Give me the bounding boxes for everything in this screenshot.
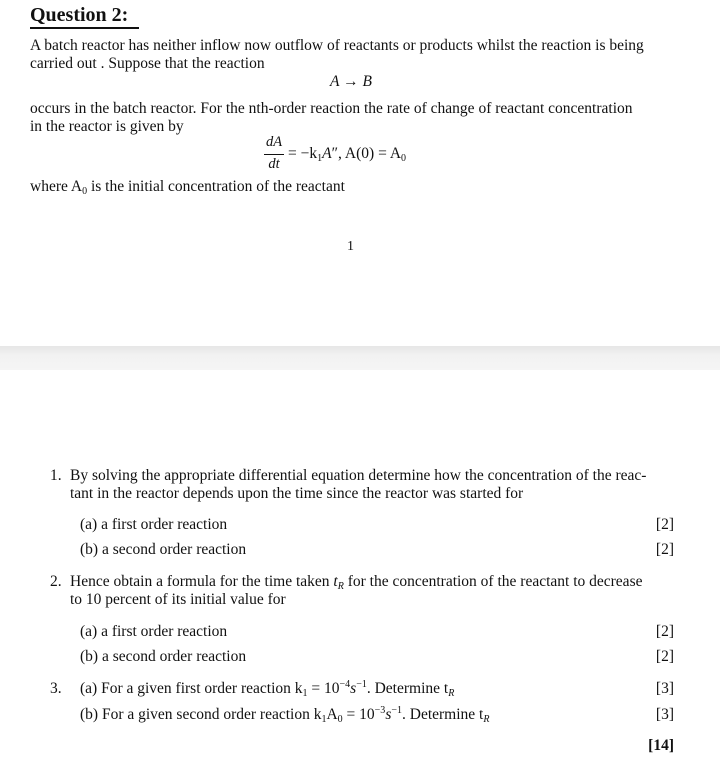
where-text: where A <box>30 178 83 195</box>
q2b-mark: [2] <box>655 648 674 665</box>
q3-number: 3. <box>50 680 62 697</box>
q1-number: 1. <box>50 467 62 484</box>
reaction-equation <box>330 73 372 91</box>
occurs-line-2: in the reactor is given by <box>30 118 184 135</box>
q3a-unit-exponent: −1 <box>356 679 367 690</box>
q3a-subscript-r: R <box>448 688 455 699</box>
q2-text: Hence obtain a formula for the time taken <box>70 573 334 590</box>
q1-line-1: By solving the appropriate differential equation determine how the concentration of the reac- <box>70 467 647 484</box>
page-number: 1 <box>347 239 354 254</box>
q3b-unit: s <box>385 706 392 723</box>
reaction-reactant: A <box>330 73 340 90</box>
q3a-exponent: −4 <box>339 679 351 690</box>
ode-ic-subscript: 0 <box>401 153 407 164</box>
q3a-equals: = 10 <box>307 680 340 697</box>
where-subscript: 0 <box>82 186 88 197</box>
ode-initial-condition: ″, A(0) = A <box>331 145 402 162</box>
q2a-mark: [2] <box>655 623 674 640</box>
q3b-part: (b) For a given second order reaction k <box>80 706 322 723</box>
q2-variable: t <box>333 573 338 590</box>
q3b-equals: = 10 <box>342 706 375 723</box>
q1b-text: (b) a second order reaction <box>80 541 247 558</box>
q2-line-2: to 10 percent of its initial value for <box>70 591 286 608</box>
document-page-2 <box>0 370 720 770</box>
q3b-text <box>80 706 489 724</box>
q2-line-1 <box>70 573 642 591</box>
q3b-mark: [3] <box>655 706 674 723</box>
q3b-determine: . Determine t <box>402 706 484 723</box>
where-text-rest: is the initial concentration of the reactant <box>87 178 345 195</box>
q3a-unit: s <box>350 680 357 697</box>
q2-number: 2. <box>50 573 62 590</box>
q2-text-rest: for the concentration of the reactant to decrease <box>343 573 643 590</box>
q3a-subscript: 1 <box>302 688 308 699</box>
q3b-subscript-0: 0 <box>337 714 343 725</box>
q3b-subscript: 1 <box>321 714 327 725</box>
heading-underline <box>30 27 139 29</box>
reaction-product: B <box>362 73 372 90</box>
q2-subscript: R <box>337 581 344 592</box>
fraction-bar <box>264 154 284 155</box>
q3a-text <box>80 680 454 698</box>
ode-right-hand-side <box>288 145 406 163</box>
reaction-arrow: → <box>343 73 359 90</box>
q2a-text: (a) a first order reaction <box>80 623 228 640</box>
ode-rhs-subscript: 1 <box>317 153 323 164</box>
q1-line-2: tant in the reactor depends upon the time since the reactor was started for <box>70 485 524 502</box>
ode-rhs-variable: A <box>322 145 332 162</box>
document-page-1 <box>0 0 720 346</box>
q3a-determine: . Determine t <box>366 680 449 697</box>
intro-line-1: A batch reactor has neither inflow now outflow of reactants or products whilst the reaction is being <box>30 37 644 54</box>
ode-denominator: dt <box>268 156 280 172</box>
question-heading: Question 2: <box>30 4 129 26</box>
total-mark: [14] <box>648 737 674 754</box>
ode-numerator: dA <box>265 134 283 150</box>
q3a-part: (a) For a given first order reaction k <box>80 680 303 697</box>
ode-rhs-part: = −k <box>288 145 318 162</box>
q1a-text: (a) a first order reaction <box>80 516 228 533</box>
q1b-mark: [2] <box>655 541 674 558</box>
intro-line-2: carried out . Suppose that the reaction <box>30 55 265 72</box>
q3a-mark: [3] <box>655 680 674 697</box>
occurs-line-1: occurs in the batch reactor. For the nth-order reaction the rate of change of reactant concentration <box>30 100 633 117</box>
q3b-unit-exponent: −1 <box>391 705 402 716</box>
q3b-subscript-r: R <box>483 714 490 725</box>
q3b-variable: A <box>326 706 338 723</box>
q1a-mark: [2] <box>655 516 674 533</box>
q3b-exponent: −3 <box>374 705 386 716</box>
page-separator <box>0 346 720 370</box>
q2b-text: (b) a second order reaction <box>80 648 247 665</box>
where-line <box>30 178 345 196</box>
